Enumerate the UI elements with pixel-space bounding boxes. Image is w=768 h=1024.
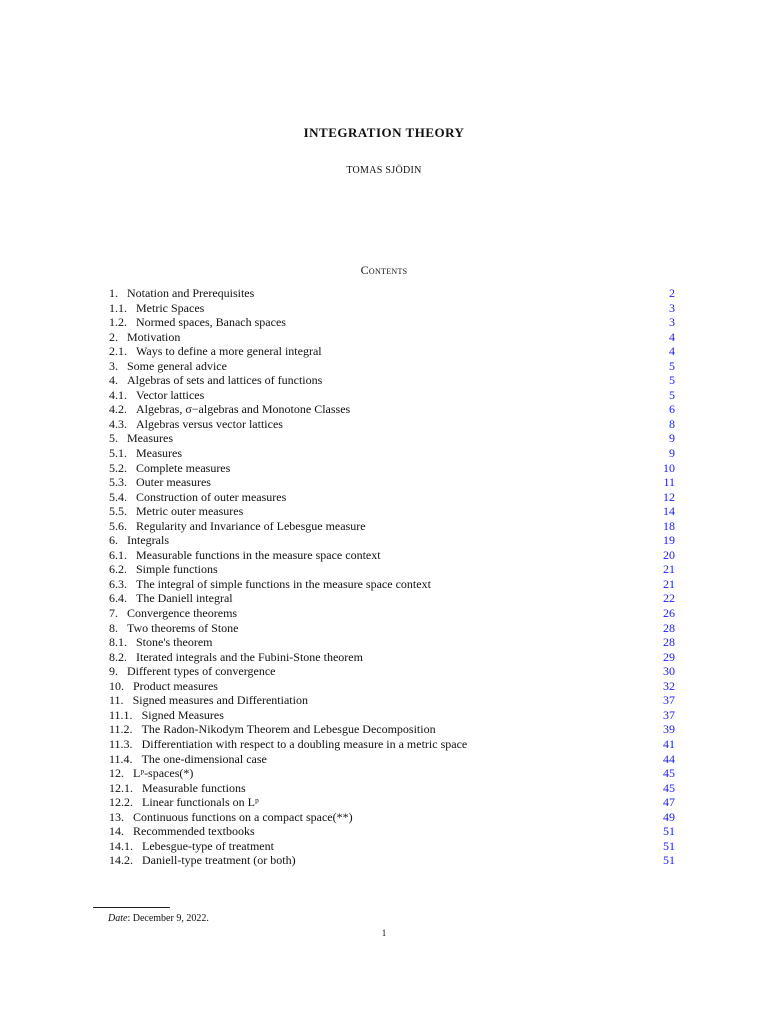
toc-page-link[interactable]: 44 xyxy=(663,751,675,766)
toc-entry-title: Regularity and Invariance of Lebesgue measure xyxy=(136,518,366,533)
toc-entry-title: Convergence theorems xyxy=(127,606,238,621)
toc-entry-title: Simple functions xyxy=(136,562,218,577)
toc-entry[interactable] xyxy=(109,810,675,825)
toc-entry[interactable] xyxy=(109,853,675,868)
toc-entry-number: 5.5. xyxy=(109,504,127,519)
toc-page-link[interactable]: 12 xyxy=(663,489,675,504)
toc-entry[interactable] xyxy=(109,286,675,301)
toc-entry-number: 6.2. xyxy=(109,562,127,577)
toc-entry-number: 5. xyxy=(109,431,118,446)
toc-page-link[interactable]: 51 xyxy=(663,838,675,853)
toc-page-link[interactable]: 19 xyxy=(663,533,675,548)
toc-entry-title: Measures xyxy=(127,431,173,446)
toc-entry-title: Linear functionals on Lᵖ xyxy=(142,795,259,810)
toc-page-link[interactable]: 22 xyxy=(663,591,675,606)
toc-entry-title: Measurable functions xyxy=(142,780,246,795)
toc-entry-title: Some general advice xyxy=(127,358,227,373)
toc-page-link[interactable]: 28 xyxy=(663,620,675,635)
toc-entry[interactable] xyxy=(109,708,675,723)
toc-entry-title: The Daniell integral xyxy=(136,591,233,606)
toc-entry-number: 12.2. xyxy=(109,795,133,810)
toc-entry-number: 2. xyxy=(109,329,118,344)
toc-entry-number: 11. xyxy=(109,693,124,708)
toc-entry[interactable] xyxy=(109,781,675,796)
toc-entry-title: The one-dimensional case xyxy=(141,751,267,766)
toc-entry[interactable] xyxy=(109,591,675,606)
toc-entry[interactable] xyxy=(109,431,675,446)
toc-entry-number: 1.1. xyxy=(109,300,127,315)
toc-entry-title: Measures xyxy=(136,446,182,461)
toc-page-link[interactable]: 5 xyxy=(669,358,675,373)
toc-entry[interactable] xyxy=(109,606,675,621)
toc-entry[interactable] xyxy=(109,722,675,737)
footnote-rule xyxy=(93,907,170,908)
toc-page-link[interactable]: 37 xyxy=(663,707,675,722)
toc-entry-number: 6.4. xyxy=(109,591,127,606)
toc-entry-number: 7. xyxy=(109,606,118,621)
toc-page-link[interactable]: 6 xyxy=(669,402,675,417)
toc-page-link[interactable]: 5 xyxy=(669,387,675,402)
footnote-text: : December 9, 2022. xyxy=(127,913,209,924)
toc-entry-title: Continuous functions on a compact space(**) xyxy=(133,809,353,824)
toc-entry-title: Lebesgue-type of treatment xyxy=(142,838,274,853)
toc-page-link[interactable]: 30 xyxy=(663,664,675,679)
toc-page-link[interactable]: 39 xyxy=(663,722,675,737)
page-number: 1 xyxy=(381,928,387,938)
toc-entry-title: Signed measures and Differentiation xyxy=(132,693,308,708)
toc-entry-title: Outer measures xyxy=(136,475,211,490)
toc-entry[interactable] xyxy=(109,635,675,650)
toc-entry-number: 6.1. xyxy=(109,547,127,562)
toc-entry-number: 2.1. xyxy=(109,344,127,359)
toc-page-link[interactable]: 2 xyxy=(669,286,675,300)
toc-entry-number: 6.3. xyxy=(109,576,127,591)
toc-page-link[interactable]: 21 xyxy=(663,576,675,591)
toc-page-link[interactable]: 3 xyxy=(669,300,675,315)
toc-entry-title: Algebras, σ−algebras and Monotone Classes xyxy=(136,402,351,417)
toc-page-link[interactable]: 47 xyxy=(663,795,675,810)
toc-entry-number: 5.1. xyxy=(109,446,127,461)
toc-entry-title: Complete measures xyxy=(136,460,231,475)
toc-entry-number: 5.3. xyxy=(109,475,127,490)
toc-entry[interactable] xyxy=(109,301,675,316)
toc-entry[interactable] xyxy=(109,519,675,534)
toc-entry-number: 5.2. xyxy=(109,460,127,475)
toc-entry-title: Ways to define a more general integral xyxy=(136,344,322,359)
toc-entry[interactable] xyxy=(109,839,675,854)
toc-entry-number: 4.3. xyxy=(109,416,127,431)
toc-page-link[interactable]: 45 xyxy=(663,766,675,781)
toc-entry-title: Metric outer measures xyxy=(136,504,244,519)
toc-page-link[interactable]: 14 xyxy=(663,504,675,519)
toc-entry[interactable] xyxy=(109,475,675,490)
toc-entry-number: 14.2. xyxy=(109,853,133,868)
toc-page-link[interactable]: 51 xyxy=(663,824,675,839)
toc-entry[interactable] xyxy=(109,402,675,417)
toc-entry-number: 14.1. xyxy=(109,838,133,853)
toc-page-link[interactable]: 28 xyxy=(663,635,675,650)
toc-entry-number: 11.1. xyxy=(109,707,133,722)
toc-entry-number: 5.4. xyxy=(109,489,127,504)
toc-entry[interactable] xyxy=(109,679,675,694)
toc-entry-title: Normed spaces, Banach spaces xyxy=(136,315,286,330)
toc-entry-title: Recommended textbooks xyxy=(133,824,255,839)
toc-entry-number: 13. xyxy=(109,809,124,824)
toc-entry-title: Daniell-type treatment (or both) xyxy=(142,853,296,868)
toc-entry-title: Signed Measures xyxy=(141,707,224,722)
toc-entry[interactable] xyxy=(109,577,675,592)
toc-entry[interactable] xyxy=(109,621,675,636)
toc-page-link[interactable]: 9 xyxy=(669,431,675,446)
toc-entry-title: Motivation xyxy=(127,329,181,344)
toc-entry-title: Integrals xyxy=(127,533,169,548)
toc-entry-number: 11.2. xyxy=(109,722,133,737)
toc-page-link[interactable]: 4 xyxy=(669,344,675,359)
toc-entry-number: 5.6. xyxy=(109,518,127,533)
toc-page-link[interactable]: 26 xyxy=(663,606,675,621)
toc-entry-number: 8.1. xyxy=(109,635,127,650)
toc-entry[interactable] xyxy=(109,461,675,476)
toc-entry-number: 1.2. xyxy=(109,315,127,330)
footnote-label: Date xyxy=(108,913,128,924)
toc-page-link[interactable]: 49 xyxy=(663,809,675,824)
toc-entry-title: Product measures xyxy=(133,678,218,693)
footnote xyxy=(108,913,209,924)
toc-page-link[interactable]: 41 xyxy=(663,736,675,751)
toc-entry-title: Differentiation with respect to a doubling measure in a metric space xyxy=(141,736,468,751)
toc-entry-number: 8.2. xyxy=(109,649,127,664)
toc-entry-title: Vector lattices xyxy=(136,387,205,402)
toc-entry-title: Stone's theorem xyxy=(136,635,213,650)
toc-entry[interactable] xyxy=(109,737,675,752)
toc-entry[interactable] xyxy=(109,562,675,577)
toc-entry-number: 10. xyxy=(109,678,124,693)
toc-page-link[interactable]: 29 xyxy=(663,649,675,664)
toc-entry-title: Construction of outer measures xyxy=(136,489,287,504)
toc-page-link[interactable]: 9 xyxy=(669,446,675,461)
toc-entry[interactable] xyxy=(109,752,675,767)
toc-entry[interactable] xyxy=(109,824,675,839)
toc-entry-title: Lᵖ-spaces(*) xyxy=(133,766,194,781)
toc-entry-title: Two theorems of Stone xyxy=(127,620,239,635)
toc-entry-number: 14. xyxy=(109,824,124,839)
toc-page-link[interactable]: 20 xyxy=(663,547,675,562)
author-name: TOMAS SJÖDIN xyxy=(346,165,422,176)
toc-page-link[interactable]: 45 xyxy=(663,780,675,795)
toc-page-link[interactable]: 51 xyxy=(663,853,675,868)
toc-entry[interactable] xyxy=(109,490,675,505)
document-title: INTEGRATION THEORY xyxy=(303,125,465,140)
toc-entry[interactable] xyxy=(109,650,675,665)
toc-entry[interactable] xyxy=(109,664,675,679)
toc-page-link[interactable]: 3 xyxy=(669,315,675,330)
toc-entry-number: 6. xyxy=(109,533,118,548)
toc-entry[interactable] xyxy=(109,359,675,374)
toc-entry-number: 12.1. xyxy=(109,780,133,795)
toc-entry-title: Metric Spaces xyxy=(136,300,205,315)
toc-entry-number: 4.2. xyxy=(109,402,127,417)
toc-entry[interactable] xyxy=(109,548,675,563)
toc-entry-title: Different types of convergence xyxy=(127,664,276,679)
toc-entry-number: 4.1. xyxy=(109,387,127,402)
toc-page-link[interactable]: 5 xyxy=(669,373,675,388)
toc-entry-number: 4. xyxy=(109,373,118,388)
toc-entry[interactable] xyxy=(109,446,675,461)
toc-page-link[interactable]: 37 xyxy=(663,693,675,708)
toc-entry-number: 12. xyxy=(109,766,124,781)
toc-entry-number: 9. xyxy=(109,664,118,679)
toc-page-link[interactable]: 32 xyxy=(663,678,675,693)
toc-entry[interactable] xyxy=(109,388,675,403)
toc-entry[interactable] xyxy=(109,344,675,359)
toc-entry-title: Iterated integrals and the Fubini-Stone theorem xyxy=(136,649,363,664)
toc-entry[interactable] xyxy=(109,533,675,548)
toc-entry[interactable] xyxy=(109,693,675,708)
table-of-contents xyxy=(109,286,675,868)
toc-entry-number: 8. xyxy=(109,620,118,635)
toc-entry-title: The integral of simple functions in the measure space context xyxy=(136,576,431,591)
toc-entry-number: 1. xyxy=(109,286,118,300)
toc-entry-title: Algebras versus vector lattices xyxy=(136,416,283,431)
toc-entry-title: Measurable functions in the measure space context xyxy=(136,547,381,562)
toc-page-link[interactable]: 21 xyxy=(663,562,675,577)
contents-heading: Contents xyxy=(360,263,408,277)
toc-entry-number: 11.3. xyxy=(109,736,133,751)
toc-entry[interactable] xyxy=(109,766,675,781)
toc-entry-title: Notation and Prerequisites xyxy=(127,286,255,300)
toc-page-link[interactable]: 8 xyxy=(669,416,675,431)
toc-entry-title: The Radon-Nikodym Theorem and Lebesgue Decomposition xyxy=(141,722,436,737)
toc-entry[interactable] xyxy=(109,795,675,810)
toc-entry[interactable] xyxy=(109,330,675,345)
toc-entry[interactable] xyxy=(109,315,675,330)
toc-entry-title: Algebras of sets and lattices of functions xyxy=(127,373,323,388)
toc-entry-number: 3. xyxy=(109,358,118,373)
toc-page-link[interactable]: 18 xyxy=(663,518,675,533)
toc-page-link[interactable]: 4 xyxy=(669,329,675,344)
toc-entry-number: 11.4. xyxy=(109,751,133,766)
toc-entry[interactable] xyxy=(109,504,675,519)
toc-page-link[interactable]: 11 xyxy=(663,475,675,490)
toc-page-link[interactable]: 10 xyxy=(663,460,675,475)
toc-entry[interactable] xyxy=(109,417,675,432)
toc-entry[interactable] xyxy=(109,373,675,388)
